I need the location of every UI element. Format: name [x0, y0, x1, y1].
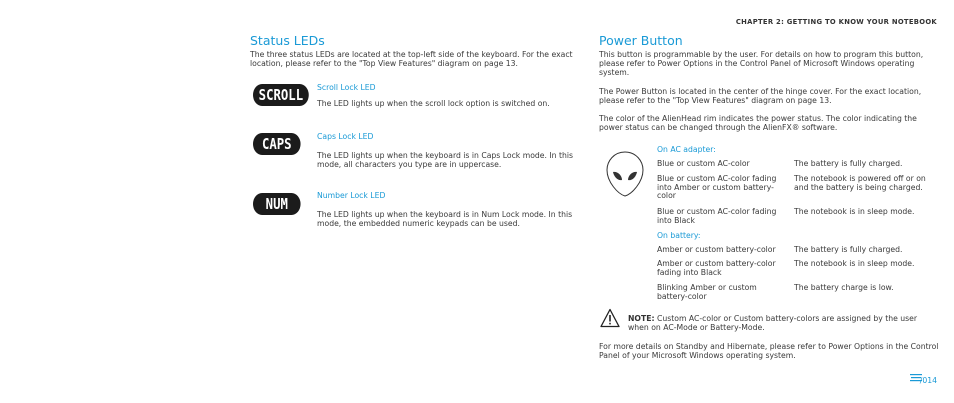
battery-row-3-color: Blinking Amber or custom battery-color [657, 283, 757, 301]
power-button-p1: This button is programmable by the user. For details on how to program this button, please refer to Power Options in the Control Panel of Microsoft Windows operating system. [599, 50, 924, 77]
ac-row-3-status: The notebook is in sleep mode. [794, 207, 915, 216]
chapter-header: CHAPTER 2: GETTING TO KNOW YOUR NOTEBOOK [735, 18, 937, 26]
note-body: Custom AC-color or Custom battery-colors are assigned by the user when on AC-Mode or Battery-Mode. [628, 314, 918, 332]
scroll-lock-badge: SCROLL [253, 84, 309, 106]
ac-row-1-status: The battery is fully charged. [794, 159, 903, 168]
page-number: /014 [919, 376, 937, 385]
warning-icon [600, 308, 620, 328]
num-lock-text: The LED lights up when the keyboard is in Num Lock mode. In this mode, the embedded numeric keypads can be used. [317, 210, 573, 228]
caps-lock-badge: CAPS [253, 133, 301, 155]
battery-row-3-status: The battery charge is low. [794, 283, 894, 292]
note-text [628, 315, 939, 332]
num-lock-badge: NUM [253, 193, 301, 215]
status-leds-title: Status LEDs [250, 33, 325, 48]
power-button-p2: The Power Button is located in the center of the hinge cover. For the exact location, please refer to the "Top View Features" diagram on page 13. [599, 87, 922, 105]
scroll-lock-title: Scroll Lock LED [317, 83, 376, 92]
power-button-p3: The color of the AlienHead rim indicates the power status. The color indicating the power status can be changed through the AlienFX® software. [599, 114, 917, 132]
ac-row-1-color: Blue or custom AC-color [657, 159, 750, 168]
caps-lock-title: Caps Lock LED [317, 132, 374, 141]
status-leds-intro: The three status LEDs are located at the top-left side of the keyboard. For the exact location, please refer to the "Top View Features" diagram on page 13. [250, 50, 573, 68]
battery-row-1-status: The battery is fully charged. [794, 245, 903, 254]
battery-row-2-color: Amber or custom battery-color fading into Black [657, 259, 776, 277]
caps-lock-text: The LED lights up when the keyboard is in Caps Lock mode. In this mode, all characters you type are in uppercase. [317, 151, 574, 169]
scroll-lock-text: The LED lights up when the scroll lock option is switched on. [317, 99, 550, 108]
ac-row-2-status: The notebook is powered off or on and the battery is being charged. [794, 174, 926, 192]
battery-row-1-color: Amber or custom battery-color [657, 245, 776, 254]
ac-row-2-color: Blue or custom AC-color fading into Amber or custom battery-color [657, 174, 777, 200]
power-button-title: Power Button [599, 33, 683, 48]
ac-adapter-label: On AC adapter: [657, 145, 716, 154]
on-battery-label: On battery: [657, 231, 701, 240]
ac-row-3-color: Blue or custom AC-color fading into Black [657, 207, 777, 225]
power-button-p4: For more details on Standby and Hibernate, please refer to Power Options in the Control Panel of your Microsoft Windows operating system. [599, 342, 939, 360]
alienhead-icon [605, 150, 645, 198]
note-label: NOTE: [628, 314, 655, 323]
battery-row-2-status: The notebook is in sleep mode. [794, 259, 915, 268]
num-lock-title: Number Lock LED [317, 191, 386, 200]
